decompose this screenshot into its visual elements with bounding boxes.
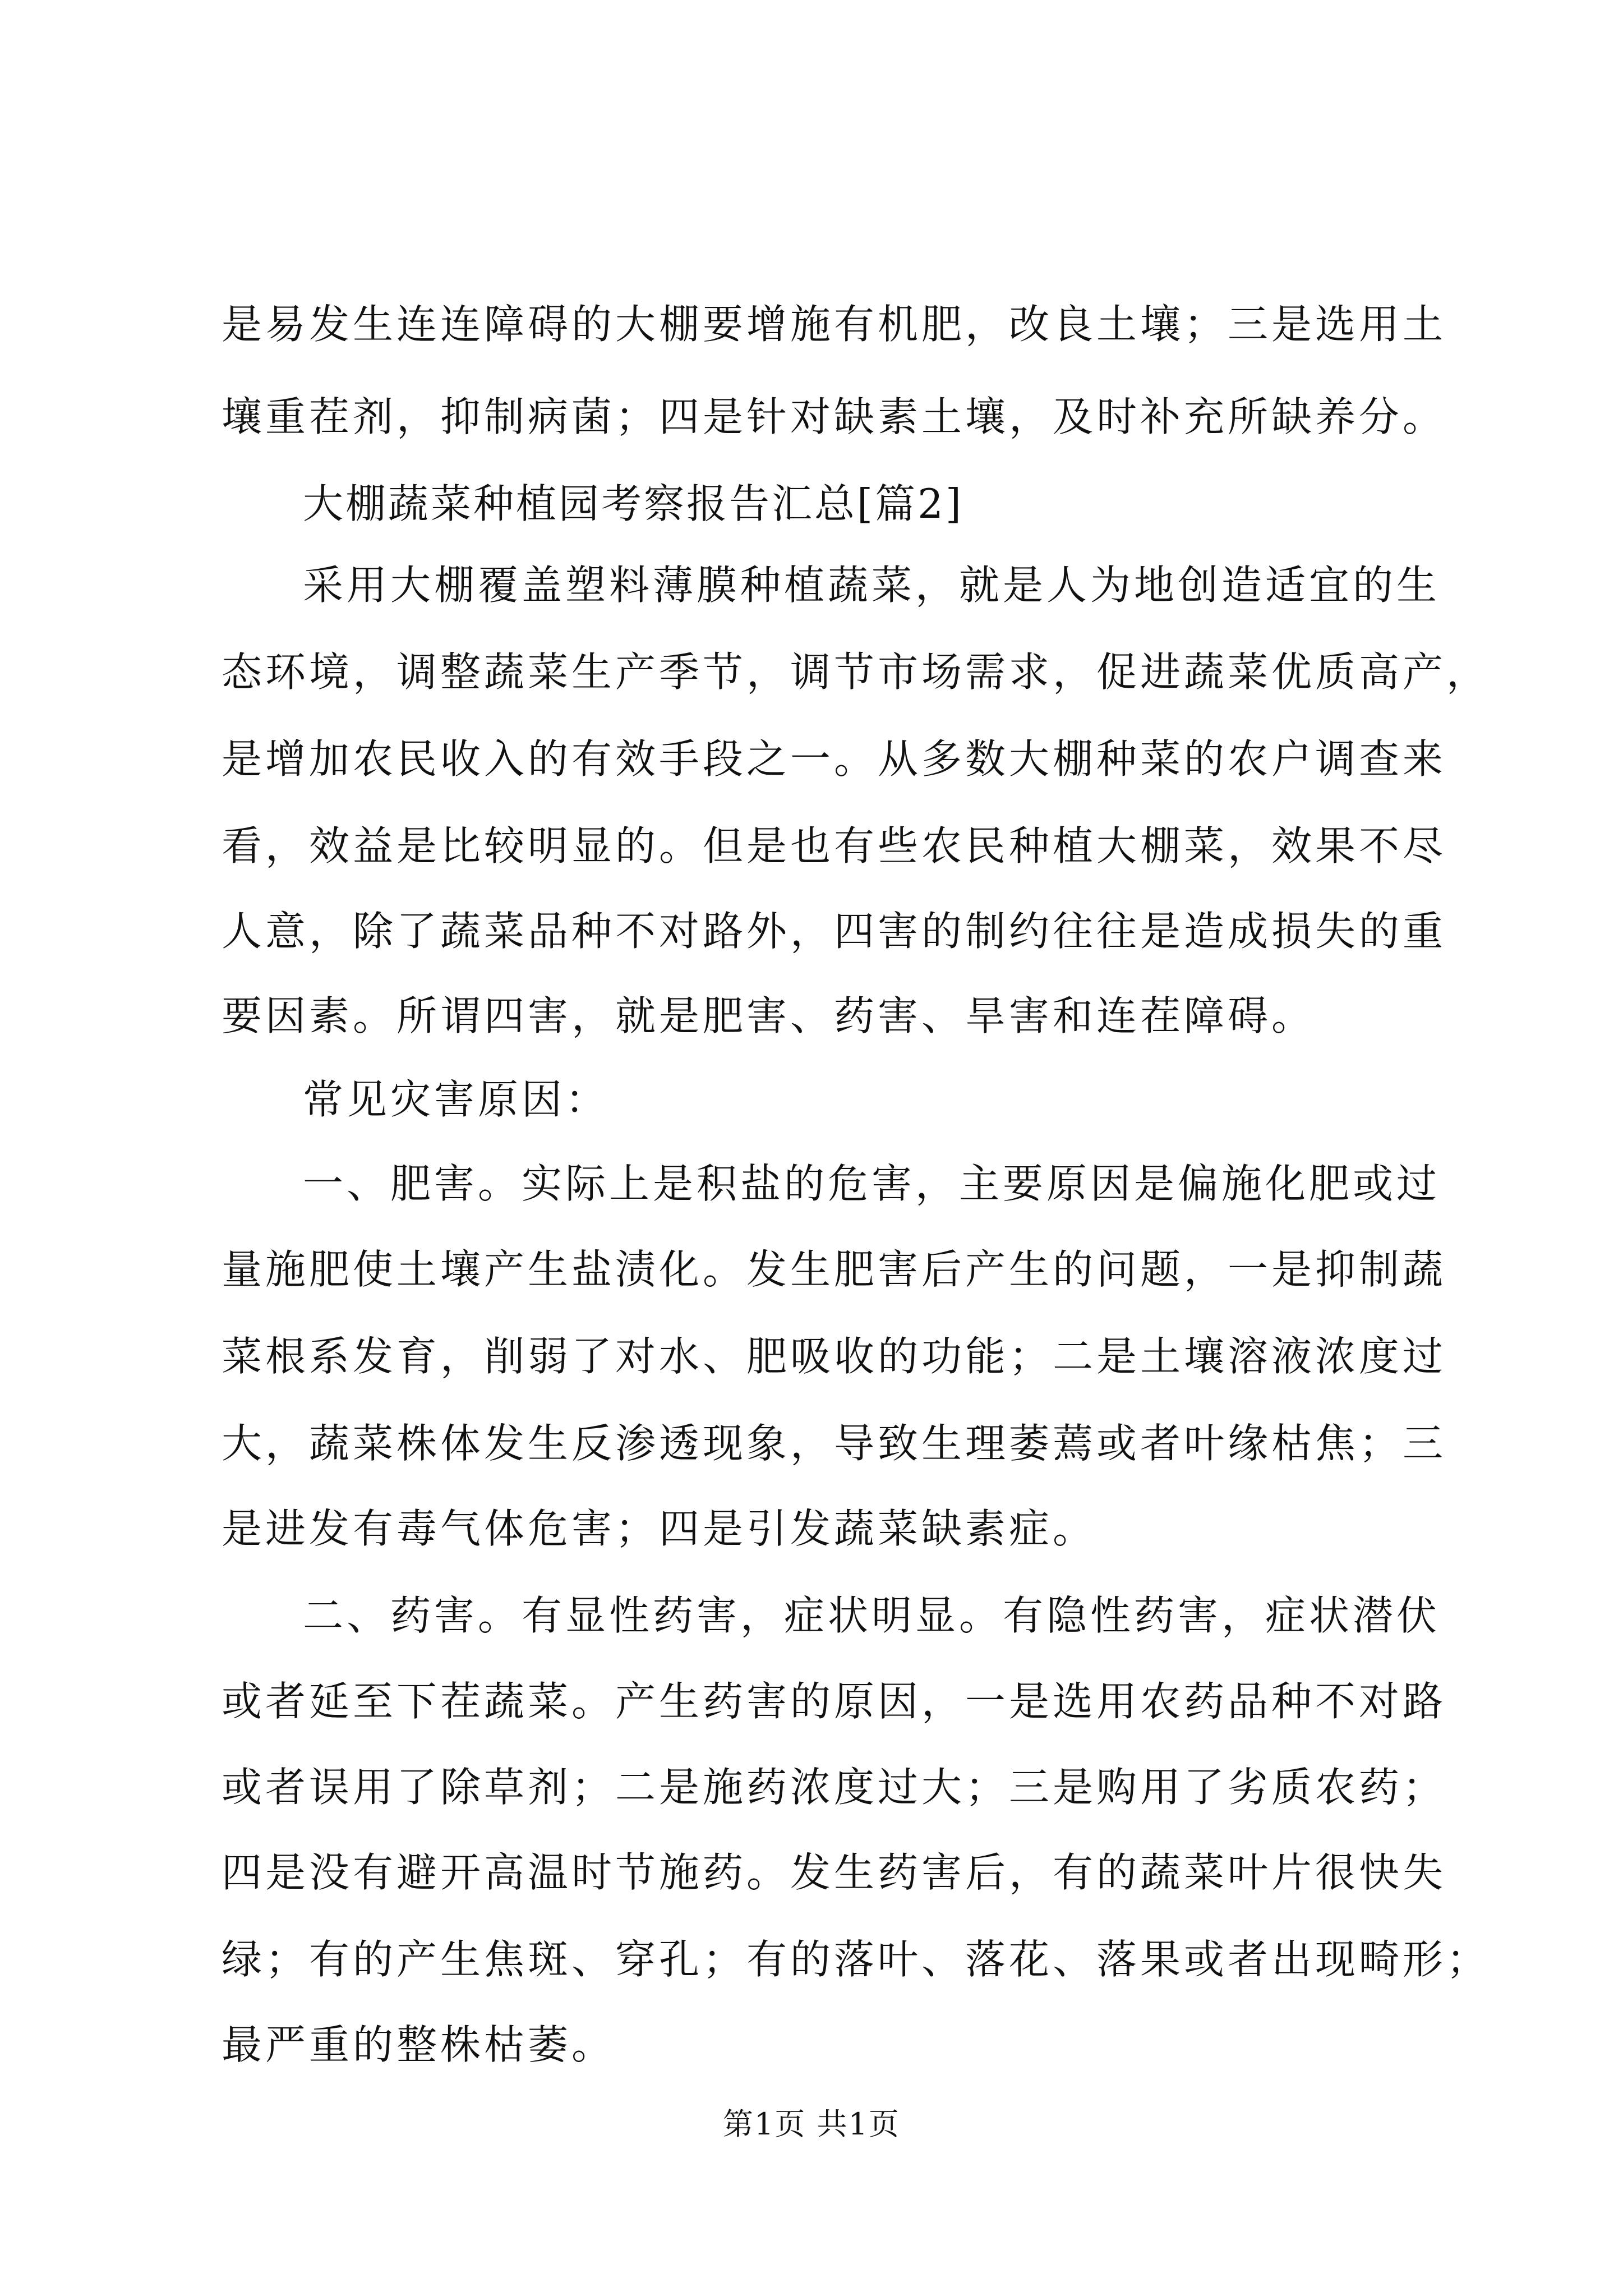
body-text-line: 人意，除了蔬菜品种不对路外，四害的制约往往是造成损失的重	[222, 908, 1447, 955]
section-heading: 大棚蔬菜种植园考察报告汇总[篇2]	[303, 480, 963, 527]
body-text-line: 最严重的整株枯萎。	[222, 2021, 616, 2068]
body-text-line: 要因素。所谓四害，就是肥害、药害、旱害和连茬障碍。	[222, 992, 1316, 1039]
body-text-line: 态环境，调整蔬菜生产季节，调节市场需求，促进蔬菜优质高产，	[222, 648, 1491, 696]
body-text-line: 一、肥害。实际上是积盐的危害，主要原因是偏施化肥或过	[303, 1160, 1441, 1207]
body-text-line: 或者误用了除草剂；二是施药浓度过大；三是购用了劣质农药；	[222, 1764, 1447, 1811]
body-text-line: 菜根系发育，削弱了对水、肥吸收的功能；二是土壤溶液浓度过	[222, 1333, 1447, 1380]
body-text-line: 绿；有的产生焦斑、穿孔；有的落叶、落花、落果或者出现畸形；	[222, 1936, 1491, 1983]
body-text-line: 量施肥使土壤产生盐渍化。发生肥害后产生的问题，一是抑制蔬	[222, 1246, 1447, 1293]
body-text-line: 四是没有避开高温时节施药。发生药害后，有的蔬菜叶片很快失	[222, 1849, 1447, 1896]
body-text-line: 二、药害。有显性药害，症状明显。有隐性药害，症状潜伏	[303, 1592, 1441, 1639]
body-text-line: 或者延至下茬蔬菜。产生药害的原因，一是选用农药品种不对路	[222, 1678, 1447, 1725]
body-text-line: 壤重茬剂，抑制病菌；四是针对缺素土壤，及时补充所缺养分。	[222, 393, 1447, 440]
body-text-line: 是易发生连连障碍的大棚要增施有机肥，改良土壤；三是选用土	[222, 301, 1447, 348]
body-text-line: 是增加农民收入的有效手段之一。从多数大棚种菜的农户调查来	[222, 735, 1447, 783]
body-text-line: 看，效益是比较明显的。但是也有些农民种植大棚菜，效果不尽	[222, 822, 1447, 869]
body-text-line: 采用大棚覆盖塑料薄膜种植蔬菜，就是人为地创造适宜的生	[303, 562, 1441, 609]
body-text-line: 大，蔬菜株体发生反渗透现象，导致生理萎蔫或者叶缘枯焦；三	[222, 1420, 1447, 1467]
subheading: 常见灾害原因：	[303, 1076, 610, 1123]
body-text-line: 是进发有毒气体危害；四是引发蔬菜缺素症。	[222, 1505, 1097, 1552]
page-number-footer: 第1页 共1页	[723, 2106, 900, 2142]
